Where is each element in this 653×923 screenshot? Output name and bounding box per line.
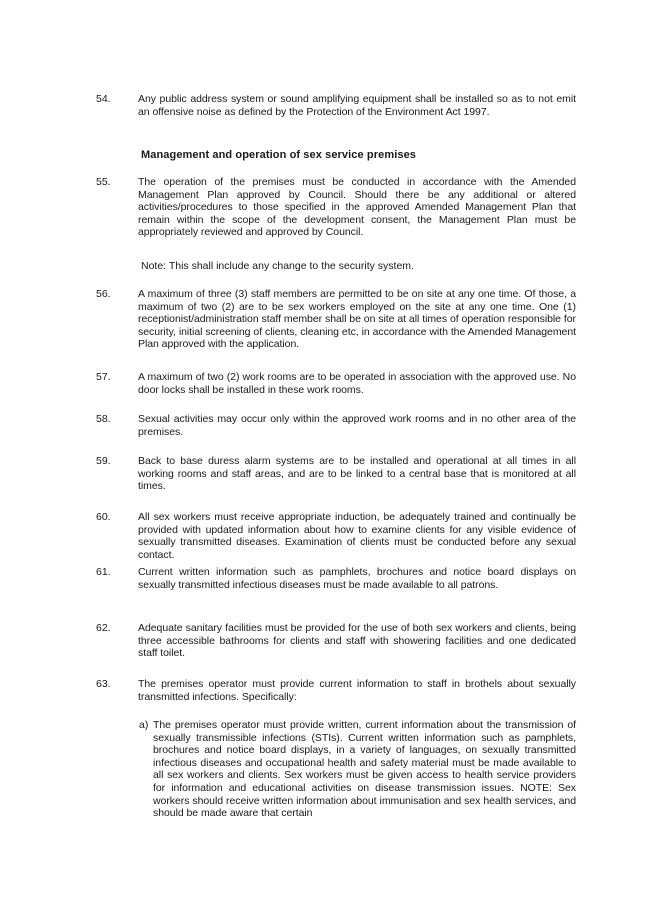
clause-number: 63. <box>96 678 111 690</box>
clause-number: 56. <box>96 288 111 300</box>
clause-text: Adequate sanitary facilities must be provided for the use of both sex workers and clients, being three accessible bathrooms for clients and staff with showering facilities and one dedicated staff toilet. <box>138 622 576 660</box>
clause-text: Back to base duress alarm systems are to be installed and operational at all times in all working rooms and staff areas, and are to be linked to a central base that is monitored at all times. <box>138 455 576 493</box>
subclause-label: a) <box>139 719 149 731</box>
clause-text: Sexual activities may occur only within the approved work rooms and in no other area of the premises. <box>138 413 576 438</box>
clause-text: A maximum of three (3) staff members are permitted to be on site at any one time. Of those, a maximum of two (2) are to be sex workers employed on the site at any one time. One (1) receptionist/administration staff member shall be on site at all times of operation responsible for security, initial screening of clients, cleaning etc, in accordance with the Amended Management Plan approved with the application. <box>138 288 576 351</box>
clause-text: Any public address system or sound amplifying equipment shall be installed so as to not emit an offensive noise as defined by the Protection of the Environment Act 1997. <box>138 93 576 118</box>
clause-number: 59. <box>96 455 111 467</box>
clause-note: Note: This shall include any change to the security system. <box>141 260 414 272</box>
clause-number: 61. <box>96 566 111 578</box>
subclause-text: The premises operator must provide written, current information about the transmission of sexually transmissible infections (STIs). Current written information such as pamphlets, brochures and notice board displays, in a variety of languages, on sexually transmitted infectious diseases and occupational health and safety material must be made available to all sex workers and clients. Sex workers must be given access to health service providers for information and educational activities on disease transmission issues. NOTE: Sex workers should receive written information about immunisation and sex health services, and should be made aware that certain <box>153 719 576 820</box>
clause-number: 57. <box>96 371 111 383</box>
clause-text: Current written information such as pamphlets, brochures and notice board displays on sexually transmitted infectious diseases must be made available to all patrons. <box>138 566 576 591</box>
section-heading: Management and operation of sex service premises <box>141 149 417 161</box>
clause-number: 60. <box>96 511 111 523</box>
clause-text: All sex workers must receive appropriate induction, be adequately trained and continually be provided with updated information about how to examine clients for any visible evidence of sexually transmitted diseases. Examination of clients must be conducted before any sexual contact. <box>138 511 576 561</box>
clause-number: 58. <box>96 413 111 425</box>
clause-number: 55. <box>96 176 111 188</box>
clause-text: A maximum of two (2) work rooms are to be operated in association with the approved use. No door locks shall be installed in these work rooms. <box>138 371 576 396</box>
clause-text: The operation of the premises must be conducted in accordance with the Amended Management Plan approved by Council. Should there be any additional or altered activities/procedures to those specified in the approved Amended Management Plan that remain within the scope of the development consent, the Management Plan must be appropriately reviewed and approved by Council. <box>138 176 576 239</box>
clause-number: 54. <box>96 93 111 105</box>
clause-number: 62. <box>96 622 111 634</box>
clause-text: The premises operator must provide current information to staff in brothels about sexually transmitted infections. Specifically: <box>138 678 576 703</box>
